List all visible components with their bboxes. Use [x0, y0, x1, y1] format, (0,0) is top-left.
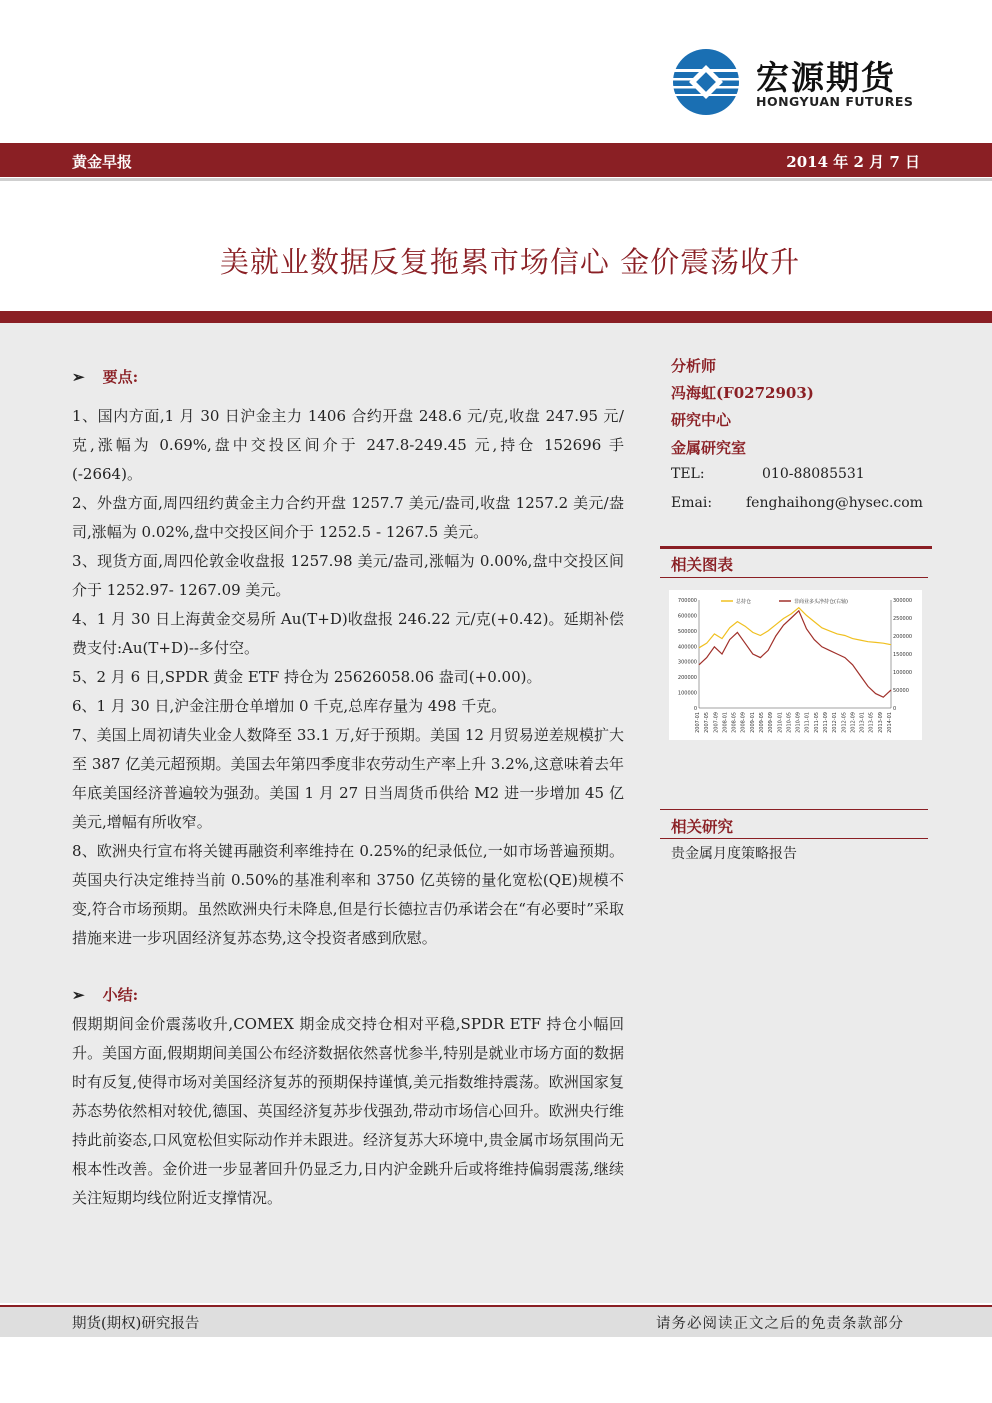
- x-tick-label: 2011-09: [823, 712, 829, 733]
- list-item: 7、美国上周初请失业金人数降至 33.1 万,好于预期。美国 12 月贸易逆差规模扩大至 387 亿美元超预期。美国去年第四季度非农劳动生产率上升 3.2%,这意味着去年年底美国经济普遍较为强劲。美国 1 月 27 日当周货币供给 M2 进一步增加 45 亿美元,增幅有所收窄。: [72, 726, 624, 831]
- x-tick-label: 2012-05: [841, 712, 848, 733]
- footer-disclaimer-link[interactable]: 请务必阅读正文之后的免责条款部分: [656, 1316, 904, 1332]
- analyst-label: 分析师: [671, 357, 717, 375]
- x-tick-label: 2011-01: [804, 712, 811, 733]
- x-tick-label: 2009-05: [759, 712, 765, 733]
- legend-label-net-long: 非商业多头净持仓(右轴): [794, 599, 848, 605]
- email-label: Emai:: [671, 495, 713, 511]
- research-section-underline: [660, 838, 928, 839]
- x-tick-label: 2008-09: [740, 712, 747, 733]
- analyst-name: 冯海虹(F0272903): [671, 384, 814, 402]
- list-item: 5、2 月 6 日,SPDR 黄金 ETF 持仓为 25626058.06 盎司(+0.00)。: [72, 668, 542, 686]
- x-tick-label: 2008-05: [731, 712, 738, 733]
- brand-name-cn: 宏源期货: [756, 58, 896, 97]
- tel-value: 010-88085531: [762, 466, 865, 482]
- x-tick-label: 2008-01: [722, 712, 729, 733]
- x-tick-label: 2013-01: [859, 712, 866, 733]
- report-type: 黄金早报: [72, 153, 133, 171]
- y-left-tick-label: 600000: [677, 613, 697, 620]
- y-left-tick-label: 100000: [677, 690, 697, 697]
- y-right-tick-label: 300000: [893, 598, 913, 604]
- chart-canvas: [669, 590, 922, 740]
- x-tick-label: 2010-05: [786, 712, 793, 733]
- x-tick-label: 2012-01: [832, 712, 839, 733]
- email-value: fenghaihong@hysec.com: [746, 495, 923, 511]
- y-right-tick-label: 50000: [893, 688, 909, 694]
- legend-label-holdings: 总持仓: [736, 599, 752, 605]
- y-right-tick-label: 150000: [893, 652, 913, 658]
- arrow-bullet-icon: ➢: [72, 986, 85, 1004]
- y-left-tick-label: 200000: [677, 675, 697, 682]
- page-title: 美就业数据反复拖累市场信心 金价震荡收升: [219, 245, 801, 279]
- series-line-1: [699, 611, 891, 697]
- y-right-tick-label: 0: [893, 706, 897, 712]
- dept-research-center: 研究中心: [671, 411, 732, 429]
- title-band: [0, 311, 992, 323]
- header-divider: [0, 178, 992, 181]
- brand-emblem-icon: [672, 48, 740, 116]
- x-tick-label: 2009-09: [768, 712, 775, 733]
- holdings-chart: [669, 590, 922, 740]
- x-tick-label: 2012-09: [850, 712, 857, 733]
- y-right-tick-label: 100000: [893, 670, 913, 676]
- brand-name-en: HONGYUAN FUTURES: [756, 94, 914, 109]
- list-item: 6、1 月 30 日,沪金注册仓单增加 0 千克,总库存量为 498 千克。: [72, 697, 507, 715]
- x-tick-label: 2009-01: [749, 712, 756, 733]
- brand-logo: [672, 48, 922, 116]
- summary-text: 假期期间金价震荡收升,COMEX 期金成交持仓相对平稳,SPDR ETF 持仓小幅回升。美国方面,假期期间美国公布经济数据依然喜忧参半,特别是就业市场方面的数据时有反复,使得市场对美国经济复苏的预期保持谨慎,美元指数维持震荡。欧洲国家复苏态势依然相对较优,德国、英国经济复苏步伐强劲,带动市场信心回升。欧洲央行维持此前姿态,口风宽松但实际动作并未跟进。经济复苏大环境中,贵金属市场氛围尚无根本性改善。金价进一步显著回升仍显乏力,日内沪金跳升后或将维持偏弱震荡,继续关注短期均线位附近支撑情况。: [72, 1015, 624, 1207]
- y-left-tick-label: 0: [693, 706, 697, 712]
- x-tick-label: 2007-01: [695, 712, 701, 733]
- x-tick-label: 2010-01: [777, 712, 784, 733]
- summary-heading: ➢ 小结:: [72, 986, 139, 1004]
- list-item: 4、1 月 30 日上海黄金交易所 Au(T+D)收盘报 246.22 元/克(+0.42)。延期补偿费支付:Au(T+D)--多付空。: [72, 610, 624, 657]
- list-item: 1、国内方面,1 月 30 日沪金主力 1406 合约开盘 248.6 元/克,收盘 247.95 元/克,涨幅为 0.69%,盘中交投区间介于 247.8-249.45 元,持仓 152696 手(-2664)。: [72, 407, 624, 483]
- y-left-tick-label: 300000: [677, 659, 697, 666]
- chart-section-underline: [660, 577, 928, 578]
- x-tick-label: 2007-09: [713, 712, 720, 733]
- key-points-heading: ➢ 要点:: [72, 368, 139, 386]
- research-item[interactable]: 贵金属月度策略报告: [671, 846, 797, 862]
- arrow-bullet-icon: ➢: [72, 368, 85, 386]
- x-tick-label: 2013-09: [877, 712, 884, 733]
- dept-metals: 金属研究室: [671, 439, 747, 457]
- footer-left: 期货(期权)研究报告: [72, 1316, 200, 1332]
- list-item: 2、外盘方面,周四纽约黄金主力合约开盘 1257.7 美元/盎司,收盘 1257.2 美元/盎司,涨幅为 0.02%,盘中交投区间介于 1252.5 - 1267.5 美元。: [72, 494, 624, 541]
- x-tick-label: 2010-09: [795, 712, 802, 733]
- key-points-list: [72, 402, 624, 953]
- list-item: 3、现货方面,周四伦敦金收盘报 1257.98 美元/盎司,涨幅为 0.00%,盘中交投区间介于 1252.97- 1267.09 美元。: [72, 552, 624, 599]
- y-left-tick-label: 700000: [677, 598, 697, 604]
- y-right-tick-label: 250000: [893, 616, 913, 622]
- x-tick-label: 2013-05: [868, 712, 875, 733]
- chart-section-title: 相关图表: [671, 555, 734, 574]
- x-tick-label: 2011-05: [813, 712, 820, 733]
- research-section-title: 相关研究: [671, 817, 734, 836]
- y-left-tick-label: 500000: [677, 628, 697, 635]
- x-tick-label: 2007-05: [704, 712, 711, 733]
- x-tick-label: 2014-01: [887, 712, 893, 733]
- tel-label: TEL:: [671, 466, 705, 482]
- research-section-rule: [660, 809, 928, 810]
- chart-section-rule: [660, 546, 932, 549]
- list-item: 8、欧洲央行宣布将关键再融资利率维持在 0.25%的纪录低位,一如市场普遍预期。英国央行决定维持当前 0.50%的基准利率和 3750 亿英镑的量化宽松(QE)规模不变,符合市场预期。虽然欧洲央行未降息,但是行长德拉吉仍承诺会在“有必要时”采取措施来进一步巩固经济复苏态势,这令投资者感到欣慰。: [72, 842, 624, 947]
- y-left-tick-label: 400000: [677, 644, 697, 651]
- report-date: 2014 年 2 月 7 日: [786, 153, 920, 171]
- y-right-tick-label: 200000: [893, 634, 913, 640]
